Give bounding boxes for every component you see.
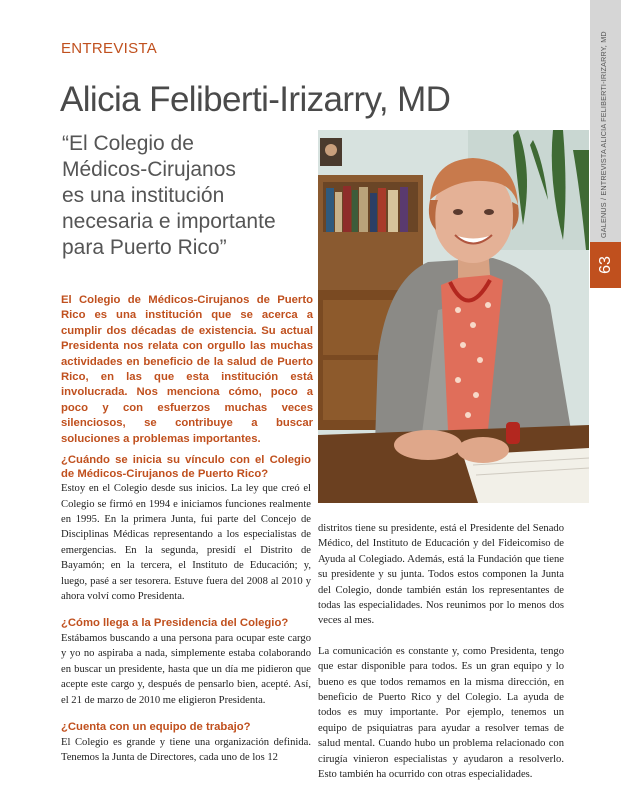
- pull-quote-line: Médicos-Cirujanos: [62, 158, 236, 181]
- side-tab: [590, 0, 621, 802]
- article-title: Alicia Feliberti-Irizarry, MD: [60, 80, 451, 119]
- answer-paragraph: La comunicación es constante y, como Presidenta, tengo que estar disponible para todos. Es un gran equipo y lo bueno es que todos remamos en la misma dirección, en beneficio de Puerto Rico y del Colegio. La ayuda de todos es muy importante. Por ejemplo, tenemos un equipo de psiquiatras para ayudar a resolver temas de salud mental. Cuando hubo un problema relacionado con cirugía vinieron especialistas y ayudaron a resolverlo. Esto también ha ocurrido con otras especialidades.: [318, 645, 564, 781]
- pull-quote-line: para Puerto Rico”: [62, 236, 227, 259]
- page-number: 63: [596, 256, 614, 274]
- answer-paragraph: Estábamos buscando a una persona para ocupar este cargo y yo no aspiraba a nada, simplemente estaba colaborando en buscar un presidente, hasta que un día me pidieron que acepte este cargo y, después de pensarlo bien, acepté. Así, el 21 de marzo de 2010 me eligieron Presidenta.: [61, 633, 311, 706]
- text-column-right: [318, 521, 564, 783]
- question-heading: ¿Cómo llega a la Presidencia del Colegio?: [61, 617, 289, 630]
- page-number-tab: [590, 242, 621, 288]
- pull-quote-line: necesaria e importante: [62, 210, 276, 233]
- pull-quote-line: “El Colegio de: [62, 132, 194, 155]
- portrait-photo: [318, 130, 589, 503]
- pull-quote-line: es una institución: [62, 184, 225, 207]
- intro-paragraph: El Colegio de Médicos-Cirujanos de Puerto Rico es una institución que se acerca a cumplir dos décadas de existencia. Su actual Presidenta nos relata con orgullo las muchas actividades en beneficio de la salud de Puerto Rico, en las que esta institución está involucrada. Nos menciona cómo, poco a poco y con esfuerzos muchas veces silenciosos, se contribuye a buscar soluciones a problemas importantes.: [61, 294, 313, 445]
- answer-paragraph: El Colegio es grande y tiene una organización definida. Tenemos la Junta de Directores, cada uno de los 12: [61, 736, 311, 764]
- running-head: GALENUS / ENTREVISTA ALICIA FELIBERTI-IRIZARRY, MD: [599, 31, 608, 238]
- pull-quote: [62, 131, 302, 261]
- question-heading: ¿Cuenta con un equipo de trabajo?: [61, 721, 251, 734]
- section-label: ENTREVISTA: [61, 40, 158, 57]
- answer-paragraph: Estoy en el Colegio desde sus inicios. La ley que creó el Colegio se firmó en 1994 e iniciamos funciones realmente en 1995. En la primera Junta, fui parte del Concejo de Disciplinas Médicas representando a los especialistas de emergencias. En la segunda, presidí el Distrito de Bayamón; en la tercera, el Instituto de Educación; y, luego, pasé a ser tesorera. Estuve fuera del 2008 al 2010 y ahora volví como Presidenta.: [61, 483, 311, 603]
- text-column-left: [61, 454, 311, 765]
- answer-paragraph: distritos tiene su presidente, está el Presidente del Senado Médico, del Instituto de Educación y del Fideicomiso de Ayuda al Colegiado. Además, está la Fundación que tiene su presidente y su junta. Todos estos componen la Junta del Colegio, donde también están los representantes de todas las especialidades. Nos reunimos por lo menos dos veces al mes.: [318, 523, 564, 627]
- question-heading: ¿Cuándo se inicia su vínculo con el Colegio de Médicos-Cirujanos de Puerto Rico?: [61, 454, 311, 480]
